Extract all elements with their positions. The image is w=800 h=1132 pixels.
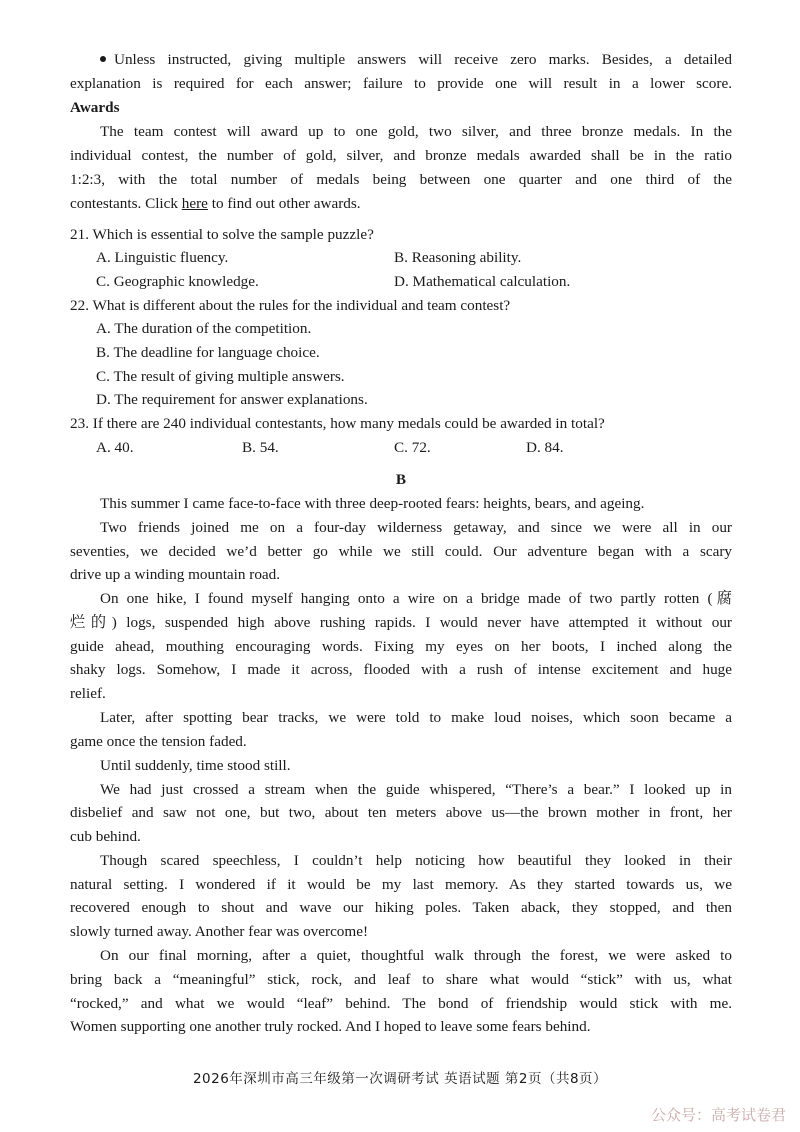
passage-line: On one hike, I found myself hanging onto a wire on a bridge made of two partly rotten (腐 <box>100 590 732 607</box>
passage-line: natural setting. I wondered if it would be my last memory. As they started towards us, we <box>70 876 732 893</box>
awards-p1-line4 <box>70 194 732 214</box>
q23-option-a: A. 40. <box>96 439 134 456</box>
passage-line: “rocked,” and what we would “leaf” behind. The bond of friendship would stick with me. <box>70 995 732 1012</box>
rule-bullet-line2: explanation is required for each answer; failure to provide one will result in a lower score. <box>70 75 732 92</box>
passage-line: slowly turned away. Another fear was overcome! <box>70 923 369 940</box>
q22-option-a: A. The duration of the competition. <box>96 320 312 337</box>
passage-line: bring back a “meaningful” stick, rock, and leaf to share what would “stick” with us, what <box>70 971 732 988</box>
awards-p1-line2: individual contest, the number of gold, silver, and bronze medals awarded shall be in the ratio <box>70 147 732 164</box>
passage-line: relief. <box>70 685 106 702</box>
q22-option-c: C. The result of giving multiple answers. <box>96 368 345 385</box>
q22-option-d: D. The requirement for answer explanations. <box>96 391 368 408</box>
passage-line: Until suddenly, time stood still. <box>100 757 291 774</box>
q21-option-c: C. Geographic knowledge. <box>96 273 259 290</box>
passage-line: recovered enough to shout and wave our hiking poles. Taken aback, they stopped, and then <box>70 899 732 916</box>
awards-text-post: to find out other awards. <box>207 195 361 212</box>
passage-line: Later, after spotting bear tracks, we were told to make loud noises, which soon became a <box>100 709 732 726</box>
passage-line: Women supporting one another truly rocked. And I hoped to leave some fears behind. <box>70 1018 591 1035</box>
passage-line: cub behind. <box>70 828 141 845</box>
q22-option-b: B. The deadline for language choice. <box>96 344 320 361</box>
rule-bullet-line1: Unless instructed, giving multiple answers will receive zero marks. Besides, a detailed <box>100 50 732 70</box>
awards-text-pre: contestants. Click <box>70 195 182 212</box>
passage-line: guide ahead, mouthing encouraging words. Fixing my eyes on her boots, I inched along the <box>70 638 732 655</box>
passage-line: disbelief and saw not one, but two, about ten meters above us—the brown mother in front, her <box>70 804 732 821</box>
awards-p1-line1: The team contest will award up to one gold, two silver, and three bronze medals. In the <box>100 123 732 140</box>
here-link[interactable]: here <box>181 195 208 212</box>
page-footer: 2026年深圳市高三年级第一次调研考试 英语试题 第2页（共8页） <box>192 1071 608 1087</box>
watermark: 公众号：高考试卷君 <box>650 1106 786 1124</box>
passage-line: This summer I came face-to-face with three deep-rooted fears: heights, bears, and ageing. <box>100 495 645 512</box>
q21-option-d: D. Mathematical calculation. <box>394 273 571 290</box>
question-23-stem: 23. If there are 240 individual contestants, how many medals could be awarded in total? <box>70 415 605 432</box>
passage-line: seventies, we decided we’d better go while we still could. Our adventure began with a scary <box>70 543 732 560</box>
passage-line: shaky logs. Somehow, I made it across, flooded with a rush of intense excitement and huge <box>70 661 732 678</box>
awards-heading: Awards <box>70 99 120 116</box>
passage-line: 烂的) logs, suspended high above rushing rapids. I would never have attempted it without our <box>70 614 732 631</box>
section-b-heading: B <box>395 471 407 488</box>
q21-option-a: A. Linguistic fluency. <box>96 249 229 266</box>
passage-line: game once the tension faded. <box>70 733 247 750</box>
q21-option-b: B. Reasoning ability. <box>394 249 522 266</box>
bullet-icon <box>100 56 106 62</box>
passage-line: drive up a winding mountain road. <box>70 566 281 583</box>
question-22-stem: 22. What is different about the rules for the individual and team contest? <box>70 297 511 314</box>
q23-option-d: D. 84. <box>526 439 564 456</box>
q23-option-b: B. 54. <box>242 439 279 456</box>
passage-line: On our final morning, after a quiet, thoughtful walk through the forest, we were asked to <box>100 947 732 964</box>
passage-line: Two friends joined me on a four-day wilderness getaway, and since we were all in our <box>100 519 732 536</box>
question-21-stem: 21. Which is essential to solve the sample puzzle? <box>70 226 374 243</box>
passage-line: We had just crossed a stream when the guide whispered, “There’s a bear.” I looked up in <box>100 781 732 798</box>
q23-option-c: C. 72. <box>394 439 431 456</box>
passage-line: Though scared speechless, I couldn’t help noticing how beautiful they looked in their <box>100 852 732 869</box>
awards-p1-line3: 1:2:3, with the total number of medals being between one quarter and one third of the <box>70 171 732 188</box>
